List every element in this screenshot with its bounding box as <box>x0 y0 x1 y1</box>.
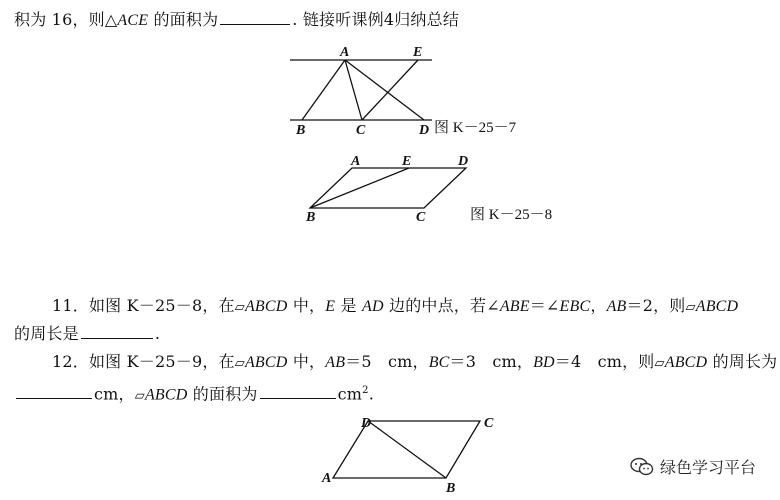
fig7-point-a: A <box>340 45 350 60</box>
fig7-point-e: E <box>413 45 423 60</box>
fig9-point-b: B <box>446 481 456 496</box>
question-12-line-2 <box>14 381 374 406</box>
fig8-point-c: C <box>416 210 426 225</box>
text-segment: 的周长为 <box>707 352 778 371</box>
fig8-point-e: E <box>402 154 412 169</box>
figure-k-25-9 <box>333 421 480 478</box>
fig9-point-a: A <box>322 471 332 486</box>
text-segment: ， <box>590 296 607 315</box>
text-segment: ＝2，则 <box>626 296 686 315</box>
parallelogram-symbol: ▱ <box>134 388 145 404</box>
watermark-label: 绿色学习平台 <box>659 458 756 477</box>
text-segment: . 链接听课例4归纳总结 <box>292 10 460 29</box>
text-segment: 11．如图 K－25－8，在 <box>52 296 235 315</box>
text-segment: ＝3 cm， <box>449 352 534 371</box>
math-ebc: EBC <box>559 298 591 315</box>
text-segment: 边的中点，若∠ <box>383 296 500 315</box>
figure-k-25-8 <box>310 168 466 208</box>
text-segment: 积为 16，则△ <box>14 10 118 29</box>
fig9-point-c: C <box>484 416 494 431</box>
fig7-point-d: D <box>419 123 430 138</box>
fig7-ad <box>345 60 424 120</box>
parallelogram-symbol: ▱ <box>685 300 696 315</box>
fig8-point-d: D <box>458 154 469 169</box>
text-segment: 12．如图 K－25－9，在 <box>52 352 235 371</box>
math-abcd: ABCD <box>144 386 188 404</box>
text-segment: 的面积为 <box>148 10 219 29</box>
text-segment: 是 <box>335 296 362 315</box>
text-segment: ＝5 cm， <box>345 352 429 371</box>
question-11-line-2 <box>14 324 160 344</box>
parallelogram-symbol: ▱ <box>234 300 245 315</box>
text-segment: 的面积为 <box>187 384 258 404</box>
fig7-point-b: B <box>296 123 306 138</box>
answer-blank <box>260 384 336 399</box>
math-e: E <box>325 298 336 315</box>
text-segment: 的周长是 <box>14 324 79 343</box>
question-12-line-1 <box>52 352 777 374</box>
fig7-ac <box>345 60 362 120</box>
fig8-point-b: B <box>306 210 316 225</box>
math-ab: AB <box>606 298 627 315</box>
text-segment: . <box>368 384 375 404</box>
fig7-ec <box>362 60 418 120</box>
math-bc: BC <box>428 354 450 371</box>
text-segment: cm <box>337 384 363 404</box>
fig8-point-a: A <box>351 154 361 169</box>
math-ad: AD <box>361 298 384 315</box>
fig9-point-d: D <box>361 416 372 431</box>
text-segment: 中， <box>287 296 326 315</box>
superscript-2: 2 <box>362 385 369 396</box>
answer-blank <box>81 324 153 339</box>
fig8-parallelogram <box>310 168 466 208</box>
math-abcd: ABCD <box>244 298 288 315</box>
figure-k-25-7 <box>290 60 432 120</box>
fig7-ab <box>302 60 345 120</box>
fig8-be <box>310 168 409 208</box>
figure-k-25-8-caption: 图 K－25－8 <box>470 207 553 223</box>
text-segment: 中， <box>287 352 326 371</box>
parallelogram-symbol: ▱ <box>234 356 245 371</box>
figure-k-25-7-caption: 图 K－25－7 <box>434 120 517 136</box>
fig7-point-c: C <box>356 123 366 138</box>
text-segment: ＝∠ <box>529 296 560 315</box>
math-ab: AB <box>325 354 346 371</box>
math-abcd: ABCD <box>244 354 288 371</box>
text-segment: cm， <box>94 384 135 404</box>
question-11-line-1 <box>52 296 738 318</box>
math-abe: ABE <box>499 298 530 315</box>
text-segment: . <box>154 324 161 343</box>
parallelogram-symbol: ▱ <box>654 356 665 371</box>
math-bd: BD <box>533 354 555 371</box>
fig9-bd <box>368 421 446 478</box>
math-ace: ACE <box>117 12 149 29</box>
math-abcd: ABCD <box>664 354 708 371</box>
wechat-icon <box>630 457 654 477</box>
text-segment: ＝4 cm，则 <box>554 352 655 371</box>
answer-blank <box>16 384 92 399</box>
math-abcd: ABCD <box>695 298 739 315</box>
watermark <box>630 455 756 478</box>
